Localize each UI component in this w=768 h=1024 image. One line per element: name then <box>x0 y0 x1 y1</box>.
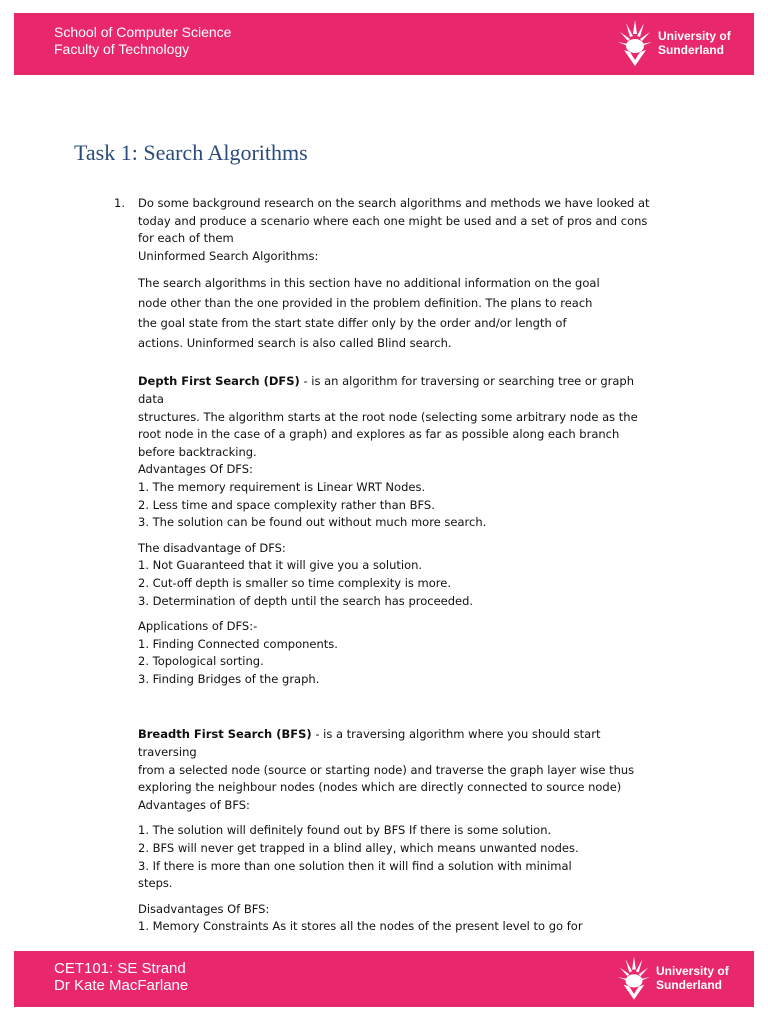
list-item: 1. Finding Connected components. <box>138 636 338 651</box>
university-logo <box>618 18 731 68</box>
faculty-name: Faculty of Technology <box>54 41 190 57</box>
header-banner <box>14 13 754 75</box>
list-item-number: 1. <box>114 196 125 210</box>
list-item: 1. The memory requirement is Linear WRT Nodes. <box>138 479 426 494</box>
bfs-advantages-title: Advantages of BFS: <box>138 797 250 812</box>
page-title: Task 1: Search Algorithms <box>74 140 308 165</box>
footer-banner <box>14 951 754 1007</box>
list-item: 1. Not Guaranteed that it will give you a solution. <box>138 558 423 573</box>
dfs-applications-list <box>138 636 658 689</box>
list-item: 2. Topological sorting. <box>138 654 264 669</box>
list-item: 2. Cut-off depth is smaller so time complexity is more. <box>138 575 451 590</box>
document-body <box>114 195 658 936</box>
bfs-advantages-list <box>138 822 658 892</box>
sunderland-crest-icon <box>618 18 652 68</box>
school-name: School of Computer Science <box>54 24 232 40</box>
header-text <box>54 24 231 58</box>
bfs-description: Breadth First Search (BFS) - is a traversing algorithm where you should start traversing from a selected node (source or starting node) and traverse the graph layer wise thus exploring the neighbour nodes (nodes which are directly connected to source node) <box>138 727 635 795</box>
list-item: steps. <box>138 876 173 891</box>
bfs-disadvantages-title: Disadvantages Of BFS: <box>138 901 270 916</box>
course-code: CET101: SE Strand <box>54 960 186 977</box>
question-text: Do some background research on the search algorithms and methods we have looked at today and produce a scenario where each one might be used and a set of pros and cons for each of them <box>138 196 650 246</box>
list-item: 2. BFS will never get trapped in a blind alley, which means unwanted nodes. <box>138 841 579 856</box>
dfs-title: Depth First Search (DFS) <box>138 374 300 389</box>
footer-text <box>54 960 188 994</box>
dfs-applications-title: Applications of DFS:- <box>138 619 258 634</box>
dfs-description: Depth First Search (DFS) - is an algorithm for traversing or searching tree or graph data structures. The algorithm starts at the root node (selecting some arbitrary node as the root node in the case of a graph) and explores as far as possible along each branch before backtracking. <box>138 374 638 459</box>
bfs-title: Breadth First Search (BFS) <box>138 727 312 742</box>
sunderland-crest-icon <box>618 954 650 1002</box>
university-logo <box>618 954 729 1002</box>
logo-text: University of Sunderland <box>658 29 731 57</box>
list-item: 3. If there is more than one solution then it will find a solution with minimal <box>138 858 572 873</box>
list-item: 3. Finding Bridges of the graph. <box>138 671 320 686</box>
list-item: 1. The solution will definitely found out by BFS If there is some solution. <box>138 823 552 838</box>
dfs-advantages-title: Advantages Of DFS: <box>138 462 253 477</box>
dfs-advantages-list <box>138 479 658 532</box>
logo-text: University of Sunderland <box>656 964 729 992</box>
uninformed-intro: The search algorithms in this section have no additional information on the goal node other than the one provided in the problem definition. The plans to reach the goal state from the start state differ only by the order and/or length of actions. Uninformed search is also called Blind search. <box>138 276 600 351</box>
dfs-disadvantages-list <box>138 557 658 610</box>
uninformed-title: Uninformed Search Algorithms: <box>138 248 319 263</box>
list-item: 3. Determination of depth until the search has proceeded. <box>138 593 474 608</box>
list-item: 3. The solution can be found out without much more search. <box>138 515 487 530</box>
author-name: Dr Kate MacFarlane <box>54 977 189 994</box>
list-item: 1. Memory Constraints As it stores all the nodes of the present level to go for <box>138 919 583 934</box>
dfs-disadvantages-title: The disadvantage of DFS: <box>138 540 286 555</box>
bfs-disadvantages-list <box>138 918 658 936</box>
list-item: 2. Less time and space complexity rather than BFS. <box>138 497 435 512</box>
